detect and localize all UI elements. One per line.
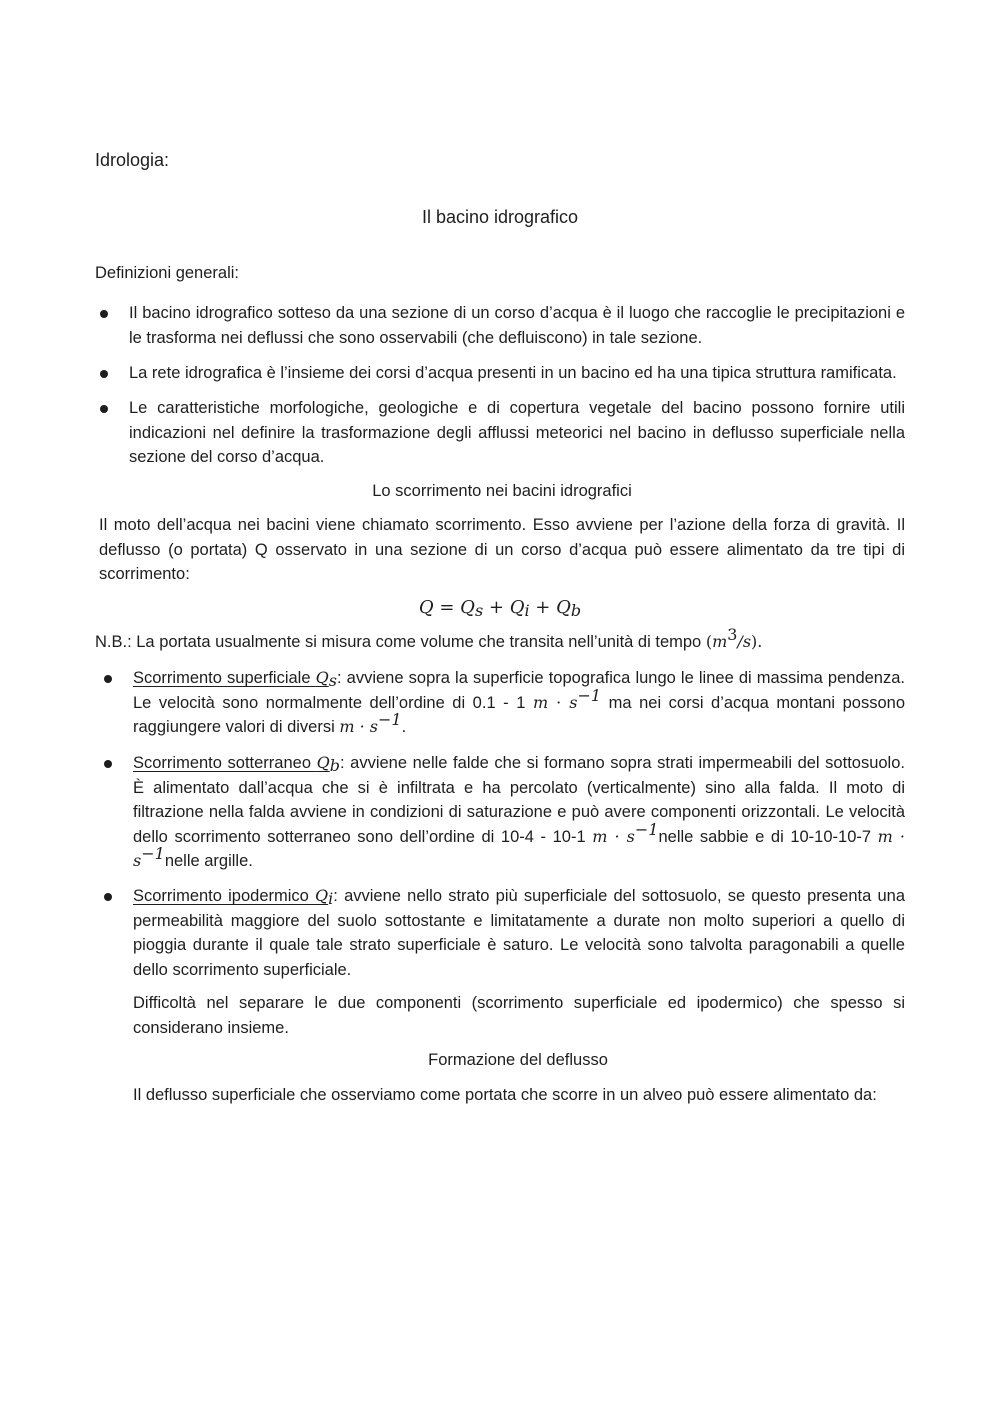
page-title: Il bacino idrografico (421, 207, 579, 227)
definition-item: La rete idrografica è l’insieme dei corsi d’acqua presenti in un bacino ed ha una tipica struttura ramificata. (129, 364, 897, 382)
scorrimento-ipodermico-item: Scorrimento ipodermico $Q_i$: avviene nello strato più superficiale del sottosuolo, se questo presenta una permeabilità maggiore del suolo sottostante e limitatamente a durate non molto superiori a quello di pioggia durante il quale tale strato superficiale è saturo. Le velocità sono talvolta paragonabili a quelle dello scorrimento superficiale. (133, 886, 906, 979)
scorrimento-sotterraneo-item: Scorrimento sotterraneo $Q_b$: avviene nelle falde che si formano sopra strati impermeabili del sottosuolo. È alimentato dall’acqua che si è infiltrata e ha percolato (verticalmente) sino alla falda. Il moto di filtrazione nella falda avviene in condizioni di saturazione e può avere componenti orizzontali. Le velocità dello scorrimento sotterraneo sono dell’ordine di 10-4 - 10-1 $m \cdot s^{-1}nelle$ sabbie e di 10-10-10-7 $m \cdot s^{-1}nelle$ argille. (133, 753, 905, 870)
definition-item: Il bacino idrografico sotteso da una sezione di un corso d’acqua è il luogo che raccoglie le precipitazioni e le trasforma nei deflussi che sono osservabili (che defluiscono) in tale sezione. (129, 304, 905, 347)
bullet-icon (104, 893, 112, 901)
definition-item: Le caratteristiche morfologiche, geologiche e di copertura vegetale del bacino possono fornire utili indicazioni nel definire la trasformazione degli afflussi meteorici nel bacino in deflusso superficiale nella sezione del corso d’acqua. (129, 399, 905, 466)
bullet-icon (100, 310, 108, 318)
section-heading-formazione: Formazione del deflusso (428, 1051, 608, 1069)
scorrimento-superficiale-item: Scorrimento superficiale $Q_s$: avviene sopra la superficie topografica lungo le linee di massima pendenza. Le velocità sono normalmente dell’ordine di 0.1 - 1 $m \cdot s^{-1}$ ma nei corsi d’acqua montani possono raggiungere valori di diversi $m \cdot s^{-1}$. (133, 668, 906, 736)
flow-equation: $Q = Q_s + Q_i + Q_b$ (418, 597, 582, 620)
bullet-icon (100, 405, 108, 413)
bullet-icon (104, 675, 112, 683)
definitions-heading: Definizioni generali: (95, 264, 239, 282)
unit-note: N.B.: La portata usualmente si misura come volume che transita nell’unità di tempo $(m^3/s)$. (95, 625, 763, 651)
bullet-icon (104, 760, 112, 768)
bullet-icon (100, 370, 108, 378)
section-heading-scorrimento: Lo scorrimento nei bacini idrografici (372, 482, 632, 500)
scorrimento-intro: Il moto dell’acqua nei bacini viene chiamato scorrimento. Esso avviene per l’azione della forza di gravità. Il deflusso (o portata) Q osservato in una sezione di un corso d’acqua può essere alimentato da tre tipi di scorrimento: (99, 516, 905, 583)
difficulty-note: Difficoltà nel separare le due componenti (scorrimento superficiale ed ipodermico) che spesso si considerano insieme. (133, 994, 905, 1037)
subject-label: Idrologia: (95, 150, 170, 170)
formazione-text: Il deflusso superficiale che osserviamo come portata che scorre in un alveo può essere alimentato da: (133, 1086, 877, 1104)
